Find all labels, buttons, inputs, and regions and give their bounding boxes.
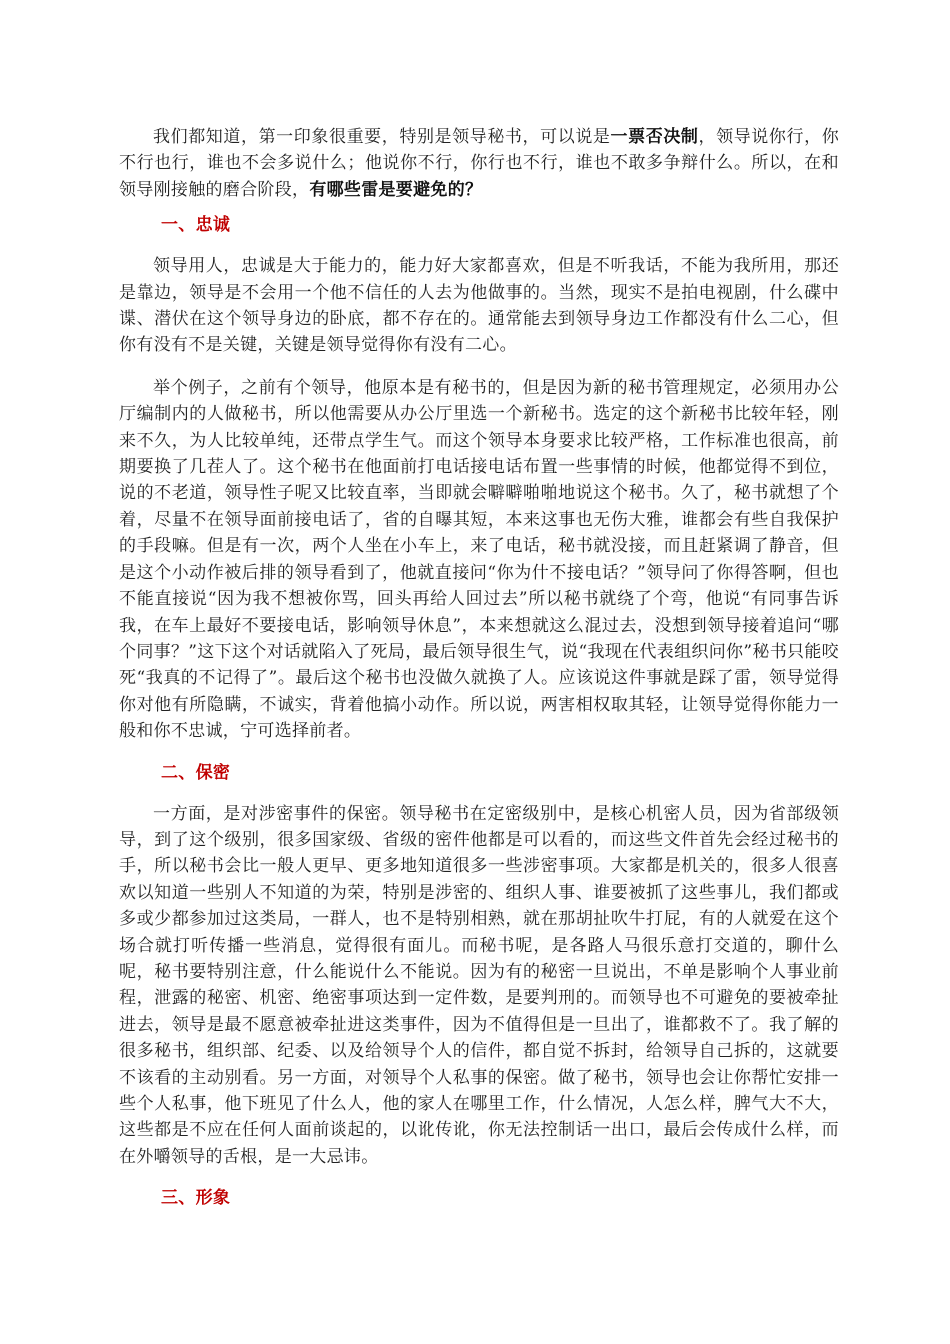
section-heading-loyalty: 一、忠诚 — [161, 215, 231, 236]
intro-paragraph — [119, 124, 839, 203]
section-heading-confidentiality: 二、保密 — [161, 762, 231, 783]
intro-text-2: ，领导说你行，你不行也行，谁也不会多说什么；他说你不行，你行也不行，谁也不敢多争辩什么。所以，在和领导刚接触的磨合阶段， — [119, 127, 839, 200]
intro-bold-question: 有哪些雷是要避免的？ — [309, 179, 483, 200]
confidentiality-paragraph-1: 一方面，是对涉密事件的保密。领导秘书在定密级别中，是核心机密人员，因为省部级领导，到了这个级别，很多国家级、省级的密件他都是可以看的，而这些文件首先会经过秘书的手，所以秘书会比一般人更早、更多地知道很多一些涉密事项。大家都是机关的，很多人很喜欢以知道一些别人不知道的为荣，特别是涉密的、组织人事、谁要被抓了这些事儿，我们都或多或少都参加过这类局，一群人，也不是特别相熟，就在那胡扯吹牛打屁，有的人就爱在这个场合就打听传播一些消息，觉得很有面儿。而秘书呢，是各路人马很乐意打交道的，聊什么呢，秘书要特别注意，什么能说什么不能说。因为有的秘密一旦说出，不单是影响个人事业前程，泄露的秘密、机密、绝密事项达到一定件数，是要判刑的。而领导也不可避免的要被牵扯进去，领导是最不愿意被牵扯进这类事件，因为不值得但是一旦出了，谁都救不了。我了解的很多秘书，组织部、纪委、以及给领导个人的信件，都自觉不拆封，给领导自己拆的，这就要不该看的主动别看。另一方面，对领导个人私事的保密。做了秘书，领导也会让你帮忙安排一些个人私事，他下班见了什么人，他的家人在哪里工作，什么情况，人怎么样，脾气大不大，这些都是不应在任何人面前谈起的，以讹传讹，你无法控制话一出口，最后会传成什么样，而在外嚼领导的舌根，是一大忌讳。 — [119, 803, 839, 1167]
document-page — [119, 124, 839, 1226]
section-heading-image: 三、形象 — [161, 1188, 231, 1209]
loyalty-paragraph-1: 领导用人，忠诚是大于能力的，能力好大家都喜欢，但是不听我话，不能为我所用，那还是靠边，领导是不会用一个他不信任的人去为他做事的。当然，现实不是拍电视剧，什么碟中谍、潜伏在这个领导身边的卧底，都不存在的。通常能去到领导身边工作都没有什么二心，但你有没有不是关键，关键是领导觉得你有没有二心。 — [119, 256, 839, 356]
intro-text-1: 我们都知道，第一印象很重要，特别是领导秘书，可以说是 — [153, 127, 611, 147]
intro-bold-veto: 一票否决制 — [610, 127, 699, 147]
loyalty-paragraph-2: 举个例子，之前有个领导，他原本是有秘书的，但是因为新的秘书管理规定，必须用办公厅编制内的人做秘书，所以他需要从办公厅里选一个新秘书。选定的这个新秘书比较年轻，刚来不久，为人比较单纯，还带点学生气。而这个领导本身要求比较严格，工作标准也很高，前期要换了几茬人了。这个秘书在他面前打电话接电话布置一些事情的时候，他都觉得不到位，说的不老道，领导性子呢又比较直率，当即就会噼噼啪啪地说这个秘书。久了，秘书就想了个着，尽量不在领导面前接电话了，省的自曝其短，本来这事也无伤大雅，谁都会有些自我保护的手段嘛。但是有一次，两个人坐在小车上，来了电话，秘书就没接，而且赶紧调了静音，但是这个小动作被后排的领导看到了，他就直接问“你为什不接电话？”领导问了你得答啊，但也不能直接说“因为我不想被你骂，回头再给人回过去”所以秘书就绕了个弯，他说“有同事告诉我，在车上最好不要接电话，影响领导休息”，本来想就这么混过去，没想到领导接着追问“哪个同事？”这下这个对话就陷入了死局，最后领导很生气，说“我现在代表组织问你”秘书只能咬死“我真的不记得了”。最后这个秘书也没做久就换了人。应该说这件事就是踩了雷，领导觉得你对他有所隐瞒，不诚实，背着他搞小动作。所以说，两害相权取其轻，让领导觉得你能力一般和你不忠诚，宁可选择前者。 — [119, 377, 839, 742]
